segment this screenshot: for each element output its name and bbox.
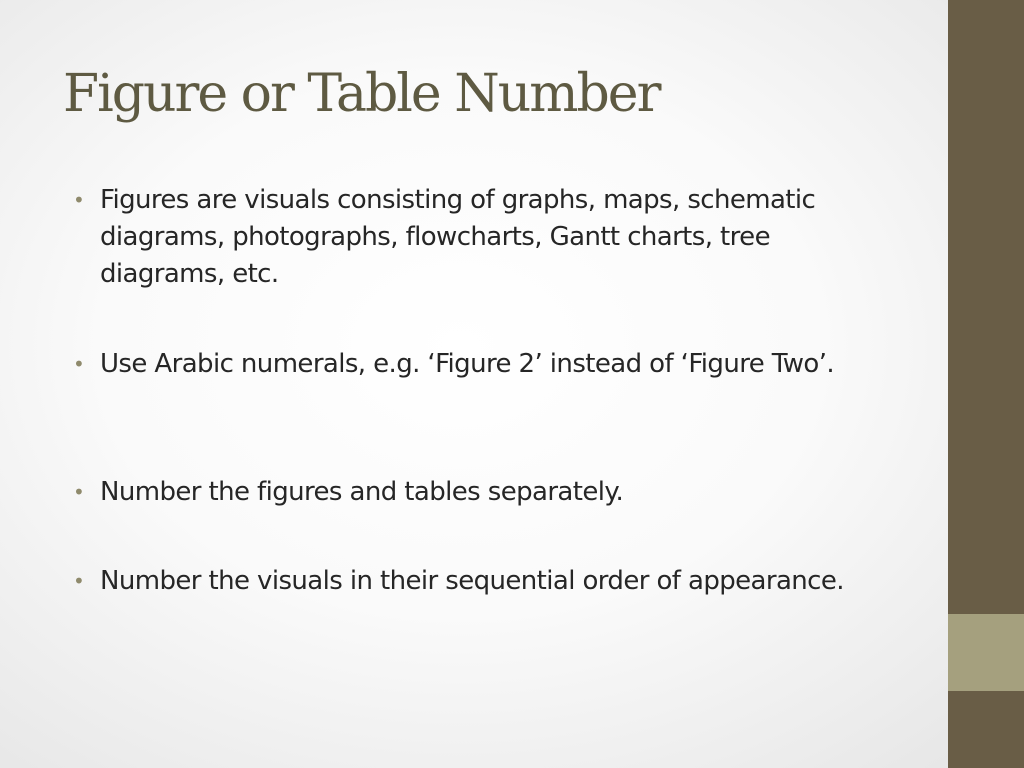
bullet-marker: • (73, 352, 85, 376)
slide-title: Figure or Table Number (63, 64, 660, 124)
bullet-item (73, 563, 893, 600)
bullet-item (73, 474, 893, 511)
bullet-marker: • (73, 569, 85, 593)
bullet-marker: • (73, 188, 85, 212)
bullet-text: Use Arabic numerals, e.g. ‘Figure 2’ instead of ‘Figure Two’. (100, 349, 835, 379)
decorative-sidebar-accent (948, 614, 1024, 691)
bullet-item (73, 346, 893, 383)
bullet-text: Figures are visuals consisting of graphs, maps, schematic diagrams, photographs, flowcharts, Gantt charts, tree diagrams, etc. (100, 185, 816, 289)
bullet-item (73, 182, 893, 293)
bullet-text: Number the visuals in their sequential order of appearance. (100, 566, 844, 596)
bullet-text: Number the figures and tables separately. (100, 477, 624, 507)
bullet-marker: • (73, 480, 85, 504)
